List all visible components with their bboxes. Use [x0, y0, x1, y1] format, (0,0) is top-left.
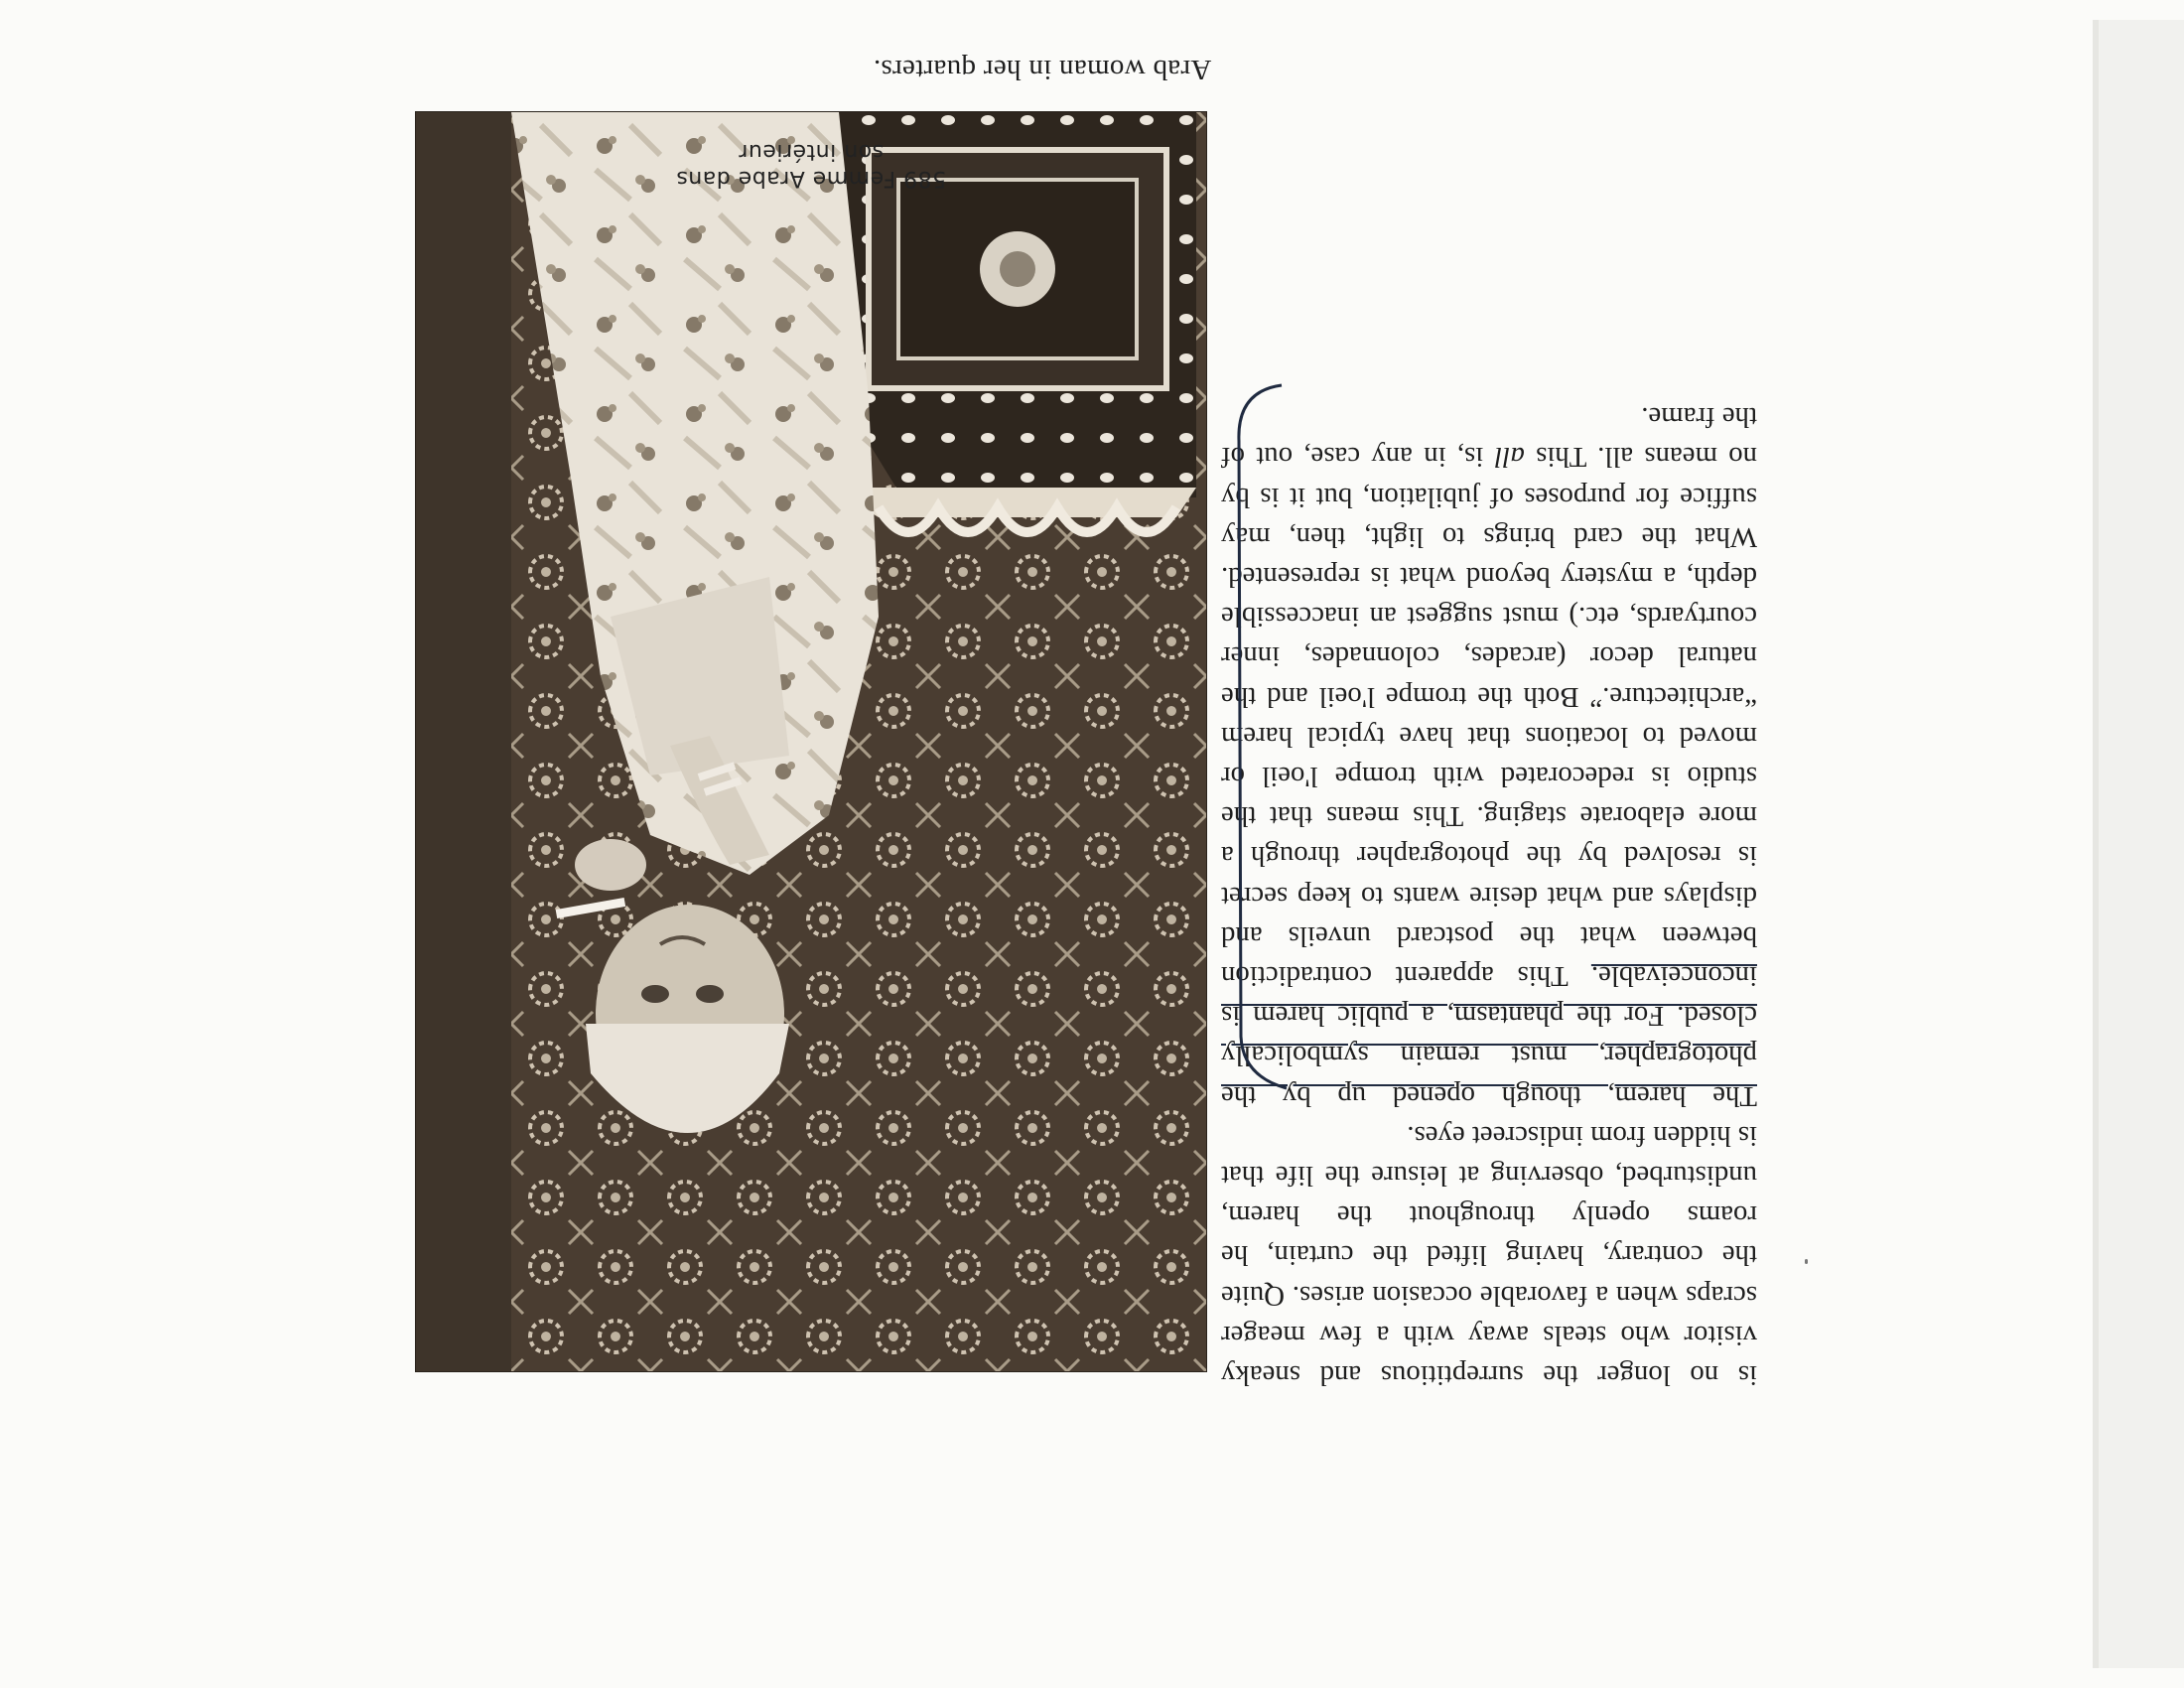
- handwritten-bracket-mark: [1227, 381, 1306, 1096]
- handwritten-underlined-text: The harem, though opened up by the photographer, must remain symbolically closed. For the phantasm, a public harem is inconceivable.: [1221, 959, 1757, 1112]
- postcard-photo: [415, 111, 1207, 1372]
- figure-caption: Arab woman in her quarters.: [873, 54, 1212, 85]
- photo-illustration: [416, 112, 1206, 1371]
- book-spine: [2093, 20, 2099, 1668]
- paragraph-2-text: This apparent contradiction between what the postcard unveils and displays and what desire wants to keep secret is resolved by the photographer through a more elaborate staging. This means that the studio is redecorated with trompe l'oeil or moved to locations that have typical harem “architecture.” Both the trompe l'oeil and the natural decor (arcades, colonnades, inner courtyards, etc.) must suggest an inaccessible depth, a mystery beyond what is represented. What the card brings to light, then, may suffice for purposes of jubilation, but it is by no means all. This: [1221, 441, 1757, 992]
- scan-speck: [1805, 1259, 1808, 1264]
- paragraph-1: is no longer the surreptitious and sneaky visitor who steals away with a few meager scraps when a favorable occasion arises. Quite the contrary, having lifted the curtain, he roams openly throughout the harem, undisturbed, observing at leisure the life that is hidden from indiscreet eyes.: [1221, 1119, 1757, 1391]
- italic-word: all: [1494, 441, 1525, 474]
- paragraph-2-end: is, in any case, out of the frame.: [1221, 401, 1757, 474]
- page-edge: [2099, 20, 2184, 1668]
- postcard-caption-line1: 589 Femme Arabe dans: [675, 166, 947, 191]
- postcard-caption-line2: son intérieur: [738, 139, 885, 164]
- postcard-caption: [416, 138, 1206, 192]
